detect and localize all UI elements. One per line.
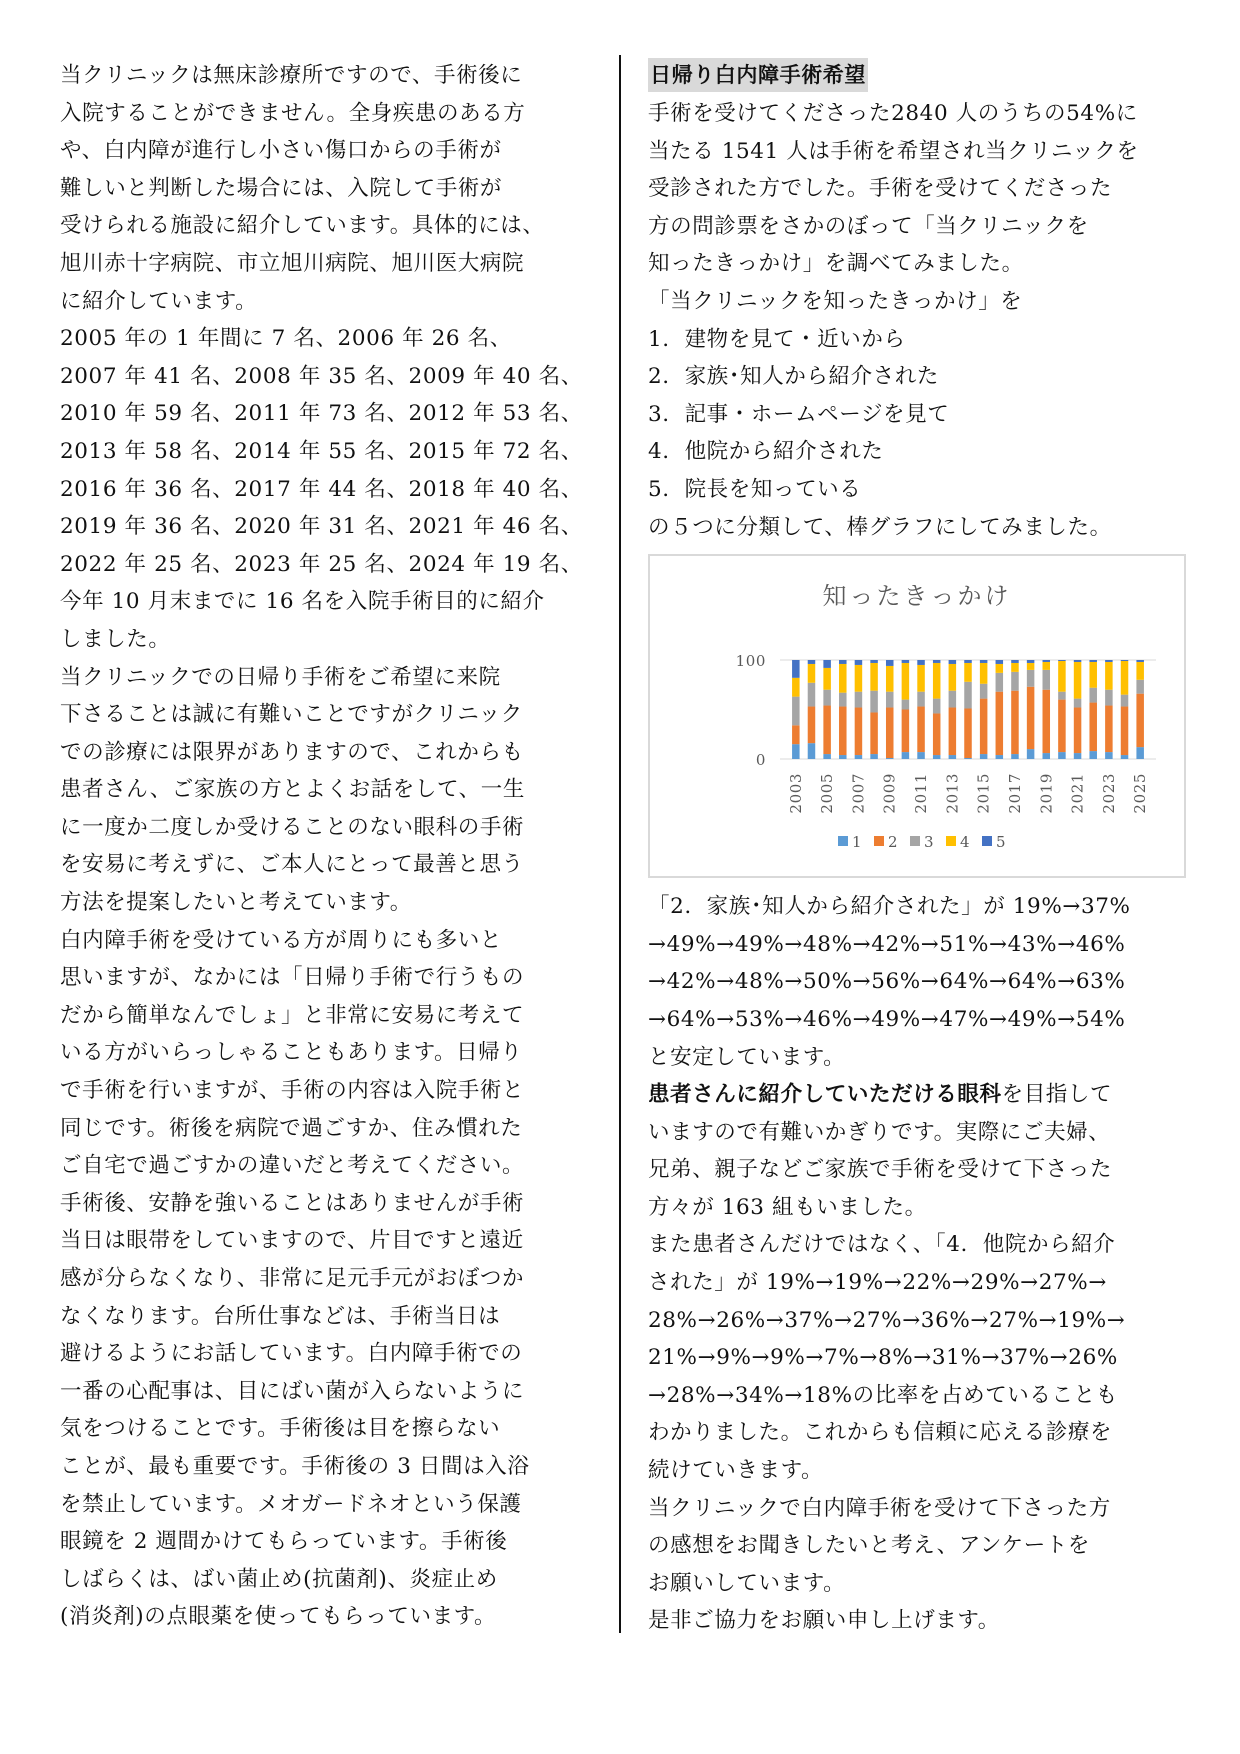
text-line: 眼鏡を 2 週間かけてもらっています。手術後 (60, 1529, 508, 1555)
bar-segment-series-1 (1058, 752, 1066, 759)
legend-swatch-5 (982, 836, 992, 846)
bar-segment-series-4 (1121, 661, 1129, 695)
bar-segment-series-1 (1136, 747, 1144, 759)
legend-swatch-4 (946, 836, 956, 846)
bar-segment-series-2 (1136, 694, 1144, 747)
bar-segment-series-1 (870, 754, 878, 759)
text-line: 手術を受けてくださった2840 人のうちの54%に (648, 101, 1138, 126)
text-line: された」が 19%→19%→22%→29%→27%→ (648, 1270, 1107, 1296)
text-line: ことが、最も重要です。手術後の 3 日間は入浴 (60, 1453, 530, 1479)
text-line: 28%→26%→37%→27%→36%→27%→19%→ (648, 1307, 1126, 1333)
bar-segment-series-4 (808, 664, 816, 683)
bar-segment-series-4 (823, 668, 831, 690)
x-tick-label: 2015 (974, 773, 993, 814)
bar-segment-series-2 (964, 709, 972, 759)
emphasis-text: 患者さんに紹介していただける眼科 (648, 1082, 1002, 1108)
bar-segment-series-2 (980, 699, 988, 754)
bar-segment-series-5 (855, 660, 863, 665)
bar-segment-series-1 (933, 755, 941, 759)
bar-segment-series-4 (870, 663, 878, 691)
text-line: 受診された方でした。手術を受けてくださった (648, 176, 1113, 202)
bar-segment-series-4 (792, 678, 800, 697)
bar-segment-series-4 (839, 664, 847, 693)
text-line: お願いしています。 (648, 1570, 846, 1596)
text-line: しました。 (60, 626, 171, 652)
bar-segment-series-2 (823, 706, 831, 755)
x-tick-label: 2025 (1131, 773, 1150, 814)
bar-segment-series-5 (949, 660, 957, 664)
text-line: を禁止しています。メオガードネオという保護 (60, 1491, 522, 1517)
text-line: 感が分らなくなり、非常に足元手元がおぼつか (60, 1266, 525, 1291)
bar-segment-series-1 (808, 743, 816, 759)
text-line: 5. 院長を知っている (648, 476, 862, 502)
x-tick-label: 2021 (1068, 773, 1087, 814)
bar-segment-series-3 (933, 699, 941, 714)
text-line: で手術を行いますが、手術の内容は入院手術と (60, 1078, 525, 1104)
bar-segment-series-3 (1058, 692, 1066, 700)
left-column (60, 57, 600, 1636)
text-line: 2005 年の 1 年間に 7 名、2006 年 26 名、 (60, 326, 512, 352)
bar-segment-series-4 (964, 663, 972, 682)
text-line: 2. 家族･知人から紹介された (648, 364, 940, 390)
bar-segment-series-4 (980, 663, 988, 684)
bar-segment-series-4 (1136, 662, 1144, 680)
bar-segment-series-5 (1058, 660, 1066, 661)
text-line: 方々が 163 組もいました。 (648, 1194, 927, 1220)
bar-segment-series-5 (1089, 660, 1097, 662)
bar-segment-series-5 (1043, 660, 1051, 662)
bar-segment-series-2 (870, 713, 878, 755)
bar-segment-series-1 (949, 755, 957, 759)
bar-segment-series-3 (902, 700, 910, 710)
bar-segment-series-1 (964, 758, 972, 759)
bar-segment-series-5 (1105, 660, 1113, 662)
x-tick-label: 2017 (1005, 773, 1024, 814)
legend-label: 3 (924, 833, 935, 852)
text-line: 受けられる施設に紹介しています。具体的には、 (60, 213, 545, 239)
bar-segment-series-2 (792, 725, 800, 744)
x-tick-label: 2011 (912, 773, 931, 814)
x-tick-label: 2003 (786, 773, 805, 814)
bar-segment-series-4 (1043, 662, 1051, 670)
text-line: 2016 年 36 名、2017 年 44 名、2018 年 40 名、 (60, 476, 583, 502)
bar-segment-series-4 (1027, 663, 1035, 670)
text-line: 当クリニックで白内障手術を受けて下さった方 (648, 1495, 1111, 1521)
text-line: いますので有難いかぎりです。実際にご夫婦、 (648, 1119, 1111, 1145)
bar-segment-series-2 (1043, 690, 1051, 753)
bar-segment-series-2 (902, 710, 910, 753)
bar-segment-series-2 (1105, 706, 1113, 753)
bar-segment-series-3 (792, 697, 800, 726)
bar-segment-series-3 (980, 684, 988, 699)
text-line: 是非ご協力をお願い申し上げます。 (648, 1608, 1000, 1634)
bar-segment-series-2 (1027, 687, 1035, 749)
bar-segment-series-2 (996, 692, 1004, 755)
legend-label: 4 (960, 833, 971, 852)
bar-segment-series-3 (808, 683, 816, 707)
text-line: 当たる 1541 人は手術を希望され当クリニックを (648, 138, 1139, 164)
bar-segment-series-5 (839, 660, 847, 664)
bar-segment-series-3 (1043, 670, 1051, 690)
bar-segment-series-4 (933, 663, 941, 699)
bar-segment-series-1 (996, 755, 1004, 759)
section-heading: 日帰り白内障手術希望 (648, 58, 868, 92)
bar-segment-series-3 (949, 691, 957, 708)
bar-segment-series-3 (839, 693, 847, 707)
bar-segment-series-2 (1089, 703, 1097, 752)
bar-segment-series-2 (1058, 700, 1066, 752)
bar-segment-series-1 (980, 754, 988, 759)
text-line: 2022 年 25 名、2023 年 25 名、2024 年 19 名、 (60, 551, 583, 577)
y-tick-label: 0 (755, 751, 766, 770)
text-line: また患者さんだけではなく、「4. 他院から紹介 (648, 1232, 1116, 1258)
bar-segment-series-5 (980, 660, 988, 663)
bar-segment-series-3 (886, 692, 894, 708)
text-line: 4. 他院から紹介された (648, 439, 884, 465)
bar-segment-series-3 (1074, 699, 1082, 708)
bar-segment-series-5 (917, 660, 925, 665)
text-line: →64%→53%→46%→49%→47%→49%→54% (648, 1006, 1126, 1032)
bar-segment-series-1 (839, 755, 847, 759)
text-line: 21%→9%→9%→7%→8%→31%→37%→26% (648, 1345, 1118, 1371)
bar-segment-series-3 (1136, 680, 1144, 694)
bar-segment-series-1 (902, 752, 910, 759)
bar-segment-series-4 (1089, 662, 1097, 688)
closing-text (648, 1114, 1193, 1640)
text-line: 患者さん、ご家族の方とよくお話をして、一生 (60, 777, 525, 803)
x-tick-label: 2007 (849, 773, 868, 814)
bar-segment-series-2 (808, 707, 816, 744)
bar-segment-series-1 (1121, 755, 1129, 759)
chart-container (648, 554, 1186, 878)
legend-label: 5 (996, 833, 1007, 852)
bar-segment-series-1 (1105, 752, 1113, 759)
bar-segment-series-4 (996, 664, 1004, 673)
text-line: や、白内障が進行し小さい傷口からの手術が (60, 138, 502, 164)
x-tick-label: 2023 (1099, 773, 1118, 814)
bar-segment-series-2 (855, 708, 863, 756)
x-tick-label: 2005 (818, 773, 837, 814)
text-line: 気をつけることです。手術後は目を擦らない (60, 1416, 501, 1442)
bar-segment-series-2 (949, 708, 957, 756)
text-line: 難しいと判断した場合には、入院して手術が (60, 175, 503, 201)
text-line: 手術後、安静を強いることはありませんが手術 (60, 1190, 525, 1216)
bar-segment-series-2 (1121, 707, 1129, 756)
bar-segment-series-5 (1027, 660, 1035, 663)
text-line: 3. 記事・ホームページを見て (648, 401, 950, 427)
column-divider (619, 55, 621, 1633)
bar-segment-series-4 (902, 663, 910, 700)
text-line: 「2. 家族･知人から紹介された」が 19%→37% (648, 894, 1131, 920)
bar-segment-series-4 (949, 664, 957, 691)
bar-segment-series-2 (839, 707, 847, 756)
text-line: 2007 年 41 名、2008 年 35 名、2009 年 40 名、 (60, 363, 583, 389)
x-tick-label: 2009 (880, 773, 899, 814)
text-line: ご自宅で過ごすかの違いだと考えてください。 (60, 1153, 525, 1179)
text-line: →28%→34%→18%の比率を占めていることも (648, 1382, 1118, 1408)
text-line: 2013 年 58 名、2014 年 55 名、2015 年 72 名、 (60, 438, 583, 464)
bar-segment-series-4 (1058, 661, 1066, 692)
x-tick-label: 2013 (943, 773, 962, 814)
text-line: 今年 10 月末までに 16 名を入院手術目的に紹介 (60, 589, 545, 615)
bar-segment-series-2 (917, 707, 925, 753)
bold-line (648, 1076, 1193, 1114)
bar-segment-series-3 (917, 692, 925, 707)
bar-segment-series-2 (1011, 691, 1019, 754)
text-line: 思いますが、なかには「日帰り手術で行うもの (60, 965, 525, 991)
chart-title: 知ったきっかけ (822, 582, 1012, 611)
bar-segment-series-2 (933, 714, 941, 756)
bar-segment-series-5 (1136, 660, 1144, 662)
bar-segment-series-1 (1074, 753, 1082, 759)
text-line: 下さることは誠に有難いことですがクリニック (60, 702, 523, 728)
bar-segment-series-5 (808, 660, 816, 664)
text-line: 避けるようにお話しています。白内障手術での (60, 1341, 523, 1367)
text-line: 旭川赤十字病院、市立旭川病院、旭川医大病院 (60, 250, 525, 276)
text-line: を安易に考えずに、ご本人にとって最善と思う (60, 852, 524, 878)
legend-swatch-3 (910, 836, 920, 846)
text-line: 続けていきます。 (648, 1458, 824, 1484)
bar-segment-series-5 (996, 660, 1004, 664)
text-line: しばらくは、ばい菌止め(抗菌剤)、炎症止め (60, 1566, 498, 1592)
bar-segment-series-5 (1121, 660, 1129, 661)
bar-segment-series-3 (1121, 695, 1129, 707)
bar-segment-series-5 (964, 660, 972, 663)
bar-segment-series-3 (964, 682, 972, 709)
bar-segment-series-1 (855, 755, 863, 759)
text-line: 白内障手術を受けている方が周りにも多いと (60, 927, 503, 953)
bar-segment-series-3 (823, 690, 831, 706)
emphasis-line-rest: を目指して (1001, 1082, 1113, 1108)
bar-segment-series-1 (886, 758, 894, 759)
bar-segment-series-5 (870, 660, 878, 663)
text-line: 「当クリニックを知ったきっかけ」を (648, 288, 1023, 314)
bar-segment-series-3 (1089, 688, 1097, 703)
bar-segment-series-4 (886, 666, 894, 692)
bar-segment-series-1 (792, 744, 800, 759)
legend-swatch-1 (838, 836, 848, 846)
bar-segment-series-2 (1074, 708, 1082, 754)
text-line: 同じです。術後を病院で過ごすか、住み慣れた (60, 1115, 523, 1141)
text-line: 2019 年 36 名、2020 年 31 名、2021 年 46 名、 (60, 514, 583, 540)
bar-segment-series-5 (886, 660, 894, 666)
text-line: 兄弟、親子などご家族で手術を受けて下さった (648, 1157, 1113, 1183)
right-column (648, 57, 1193, 1640)
text-line: の感想をお聞きしたいと考え、アンケートを (648, 1533, 1091, 1559)
text-line: での診療には限界がありますので、これからも (60, 739, 524, 765)
bar-segment-series-4 (1074, 662, 1082, 699)
text-line: 方法を提案したいと考えています。 (60, 890, 412, 916)
text-line: 当クリニックでの日帰り手術をご希望に来院 (60, 664, 501, 690)
intro-text (648, 95, 1193, 546)
text-line: 2010 年 59 名、2011 年 73 名、2012 年 53 名、 (60, 401, 583, 427)
text-line: 方の問診票をさかのぼって「当クリニックを (648, 213, 1089, 239)
bar-segment-series-5 (792, 660, 800, 678)
text-line: の５つに分類して、棒グラフにしてみました。 (648, 514, 1112, 540)
text-line: (消炎剤)の点眼薬を使ってもらっています。 (60, 1604, 497, 1630)
bar-segment-series-1 (823, 754, 831, 759)
bar-segment-series-5 (1011, 660, 1019, 663)
bar-segment-series-5 (933, 660, 941, 663)
bar-segment-series-3 (870, 691, 878, 713)
text-line: と安定しています。 (648, 1044, 846, 1070)
bar-segment-series-3 (855, 692, 863, 708)
text-line: 当日は眼帯をしていますので、片目ですと遠近 (60, 1228, 524, 1254)
text-line: 当クリニックは無床診療所ですので、手術後に (60, 63, 523, 88)
bar-segment-series-4 (1011, 663, 1019, 672)
bar-segment-series-3 (1027, 670, 1035, 687)
y-tick-label: 100 (735, 652, 766, 671)
text-line: だから簡単なんでしょ」と非常に安易に考えて (60, 1002, 525, 1028)
text-line: に紹介しています。 (60, 288, 258, 314)
bar-segment-series-5 (823, 660, 831, 668)
legend-label: 2 (888, 833, 899, 852)
bar-segment-series-1 (1011, 754, 1019, 759)
text-line: 知ったきっかけ」を調べてみました。 (648, 251, 1024, 277)
chart-commentary (648, 888, 1193, 1076)
text-line: 入院することができません。全身疾患のある方 (60, 100, 526, 126)
text-line: →49%→49%→48%→42%→51%→43%→46% (648, 931, 1126, 957)
text-line: 一番の心配事は、目にばい菌が入らないように (60, 1378, 525, 1404)
legend-label: 1 (852, 833, 863, 852)
text-line: →42%→48%→50%→56%→64%→64%→63% (648, 969, 1126, 995)
text-line: に一度か二度しか受けることのない眼科の手術 (60, 814, 525, 840)
bar-segment-series-3 (996, 673, 1004, 692)
bar-segment-series-5 (1074, 660, 1082, 662)
legend-swatch-2 (874, 836, 884, 846)
bar-segment-series-4 (1105, 662, 1113, 690)
bar-segment-series-4 (855, 665, 863, 692)
bar-segment-series-3 (1105, 690, 1113, 706)
text-line: わかりました。これからも信頼に応える診療を (648, 1420, 1113, 1446)
bar-segment-series-1 (917, 752, 925, 759)
bar-segment-series-1 (1089, 751, 1097, 759)
bar-segment-series-3 (1011, 672, 1019, 691)
text-line: いる方がいらっしゃることもあります。日帰り (60, 1040, 523, 1066)
bar-segment-series-2 (886, 708, 894, 758)
bar-segment-series-1 (1027, 749, 1035, 759)
text-line: なくなります。台所仕事などは、手術当日は (60, 1303, 501, 1329)
stacked-bar-chart (650, 556, 1184, 876)
bar-segment-series-5 (902, 660, 910, 663)
text-line: 1. 建物を見て・近いから (648, 326, 906, 352)
bar-segment-series-4 (917, 665, 925, 692)
x-tick-label: 2019 (1037, 773, 1056, 814)
bar-segment-series-1 (1043, 753, 1051, 759)
